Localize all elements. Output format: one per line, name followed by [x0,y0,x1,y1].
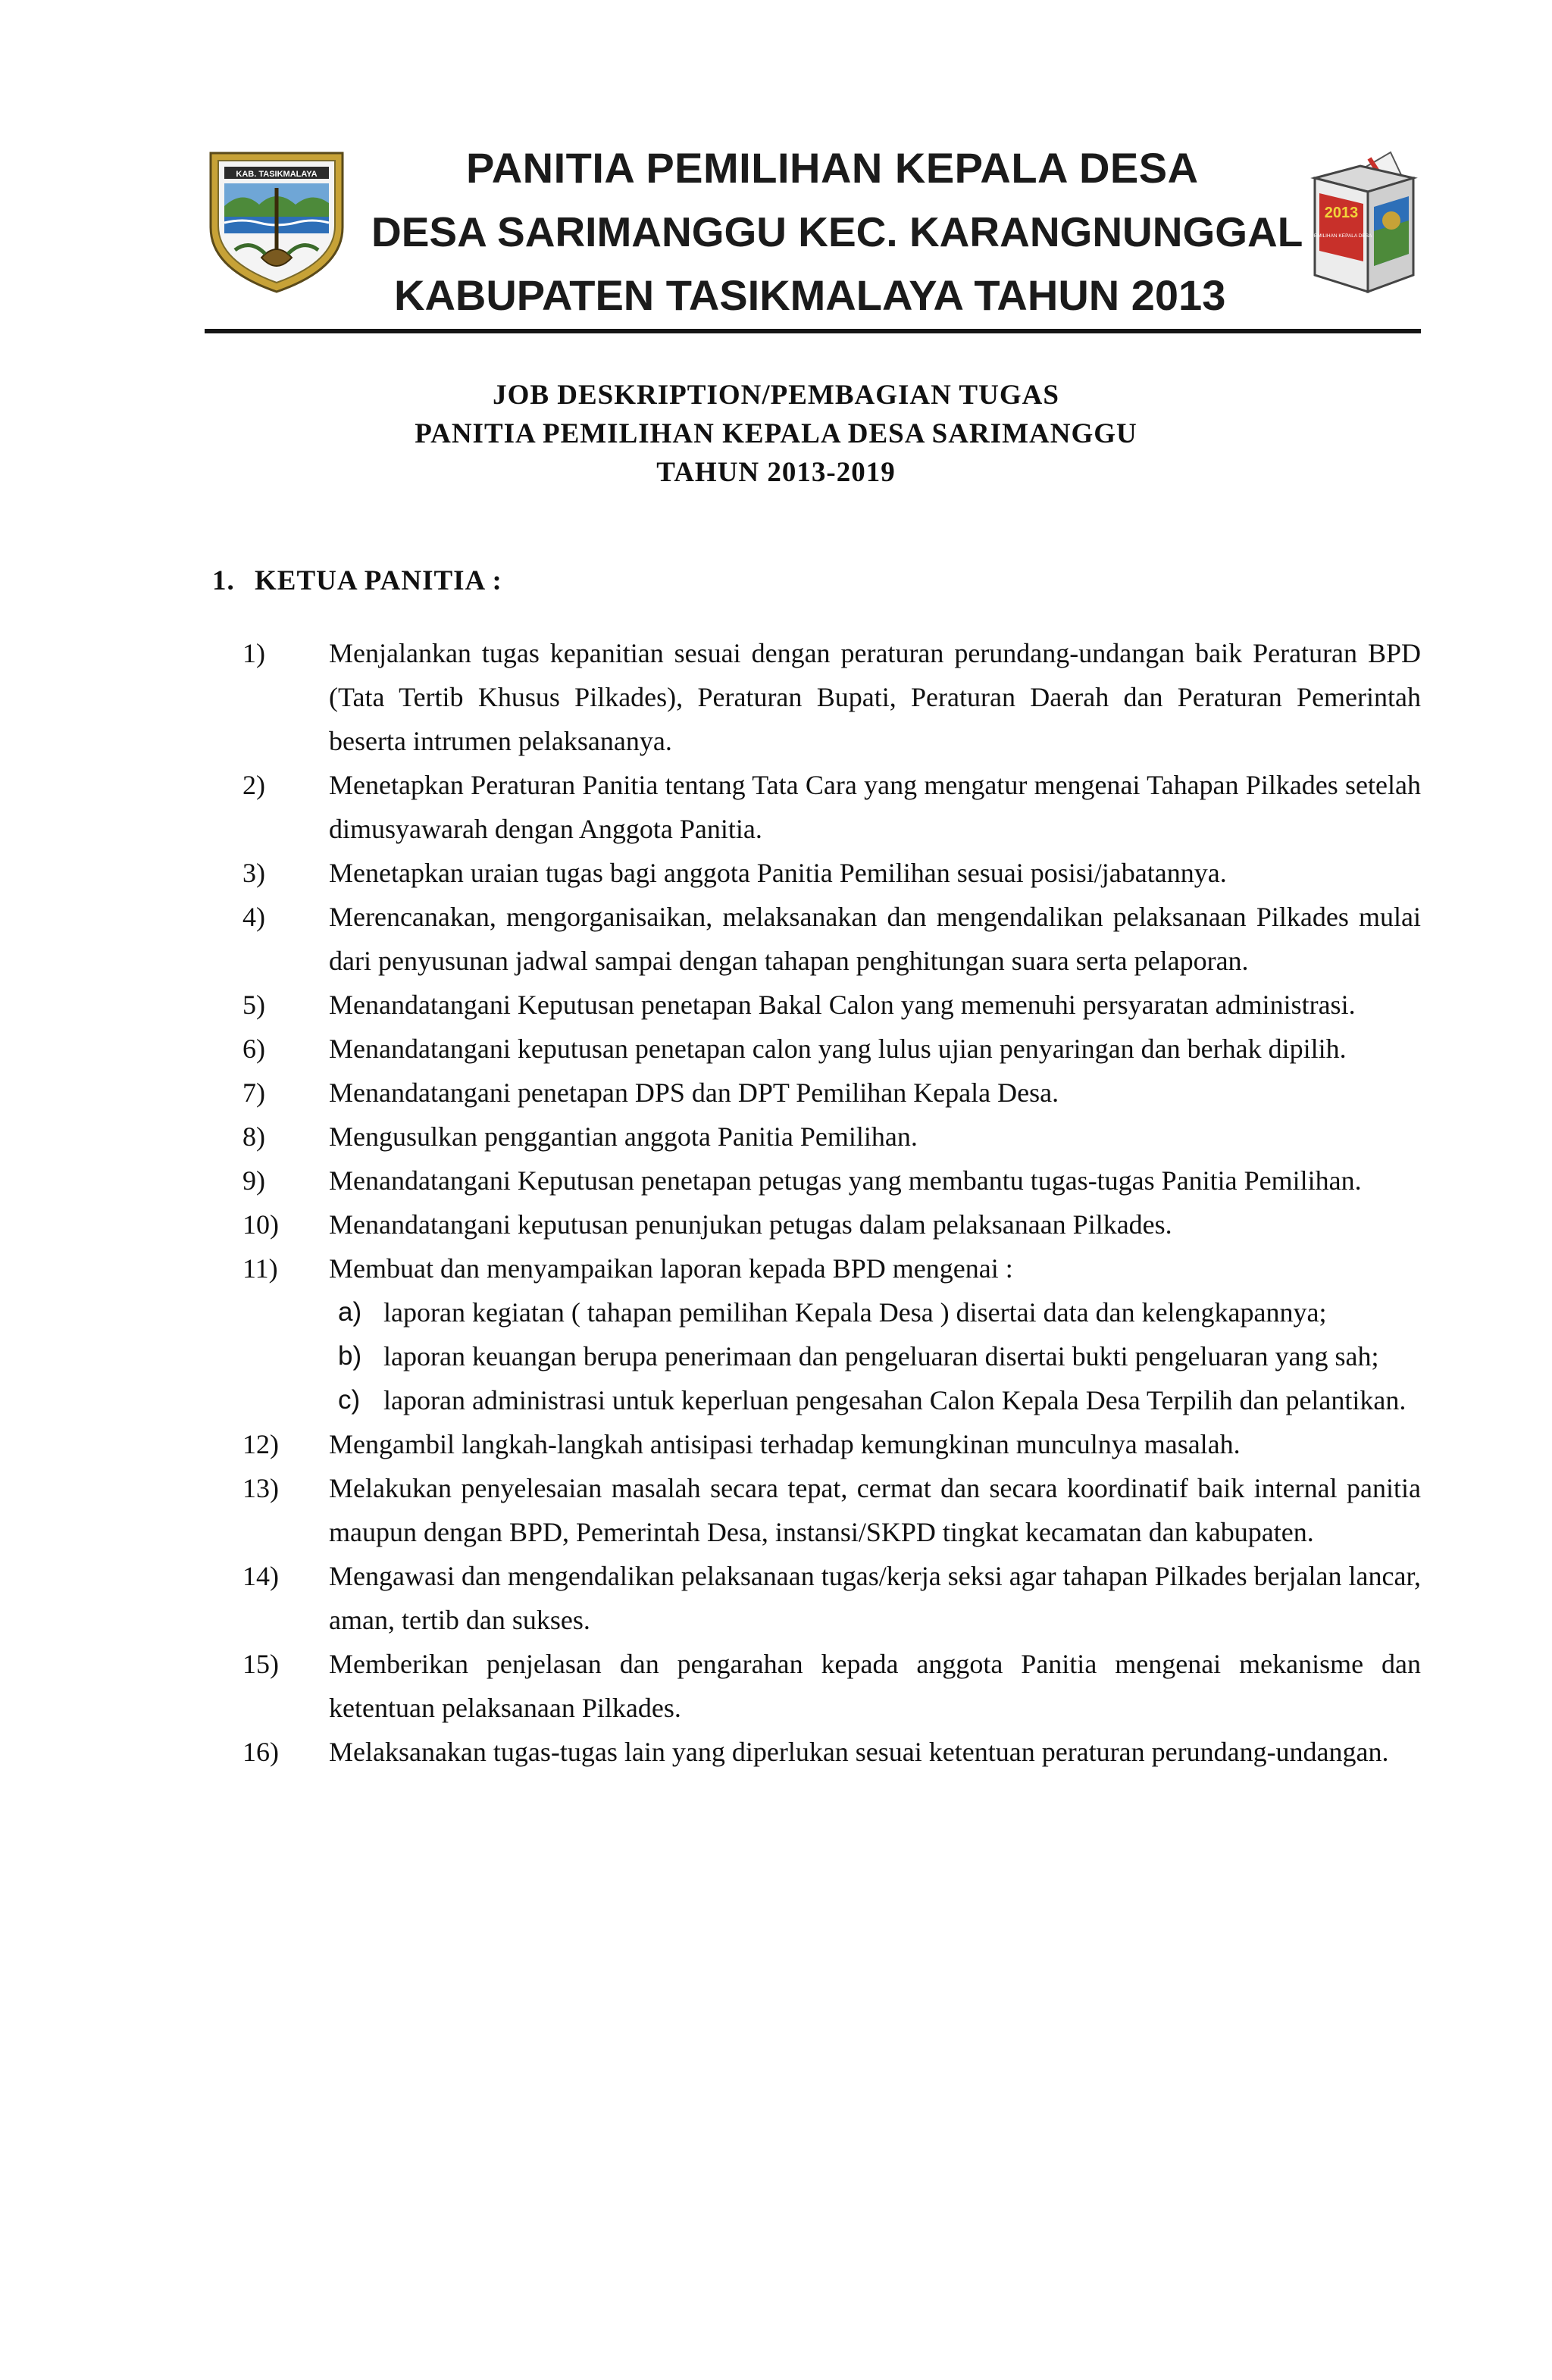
list-item [242,983,1421,1027]
emblem-caption: KAB. TASIKMALAYA [236,170,318,179]
item-text: Mengambil langkah-langkah antisipasi terhadap kemungkinan munculnya masalah. [329,1429,1241,1459]
item-number: 3) [242,858,265,888]
sublist-text: laporan keuangan berupa penerimaan dan pengeluaran disertai bukti pengeluaran yang sah; [383,1341,1379,1371]
item-text: Melaksanakan tugas-tugas lain yang diperlukan sesuai ketentuan peraturan perundang-undangan. [329,1737,1389,1767]
list-item [242,1027,1421,1071]
list-item [242,1071,1421,1115]
item-number: 12) [242,1429,279,1459]
sublist-letter: c) [338,1385,361,1415]
list-item [242,851,1421,895]
duty-list [242,631,1421,1774]
list-item [242,1730,1421,1774]
section-number: 1. [212,565,235,596]
item-number: 4) [242,902,265,932]
sublist-letter: b) [338,1341,362,1371]
item-text: Menetapkan uraian tugas bagi anggota Panitia Pemilihan sesuai posisi/jabatannya. [329,858,1227,888]
ballot-box-caption: PEMILIHAN KEPALA DESA [1310,233,1372,239]
letterhead-line-committee: PANITIA PEMILIHAN KEPALA DESA [466,144,1199,192]
sublist-item [329,1378,1421,1422]
document-title-line-3: TAHUN 2013-2019 [656,457,896,488]
item-number: 10) [242,1209,279,1240]
item-text: Membuat dan menyampaikan laporan kepada BPD mengenai : [329,1253,1013,1284]
item-number: 8) [242,1121,265,1152]
list-item [242,763,1421,851]
sublist-text: laporan administrasi untuk keperluan pengesahan Calon Kepala Desa Terpilih dan pelantikan. [383,1385,1406,1415]
document-title [0,376,1552,492]
item-text: Menandatangani Keputusan penetapan Bakal Calon yang memenuhi persyaratan administrasi. [329,990,1356,1020]
item-number: 15) [242,1649,279,1679]
item-number: 2) [242,770,265,800]
ballot-box-icon [1300,148,1421,299]
sublist-text: laporan kegiatan ( tahapan pemilihan Kepala Desa ) disertai data dan kelengkapannya; [383,1297,1327,1328]
item-number: 5) [242,990,265,1020]
list-item [242,631,1421,763]
letterhead-rule [205,329,1421,333]
item-number: 1) [242,638,265,668]
sublist-item [329,1290,1421,1334]
item-text: Mengawasi dan mengendalikan pelaksanaan tugas/kerja seksi agar tahapan Pilkades berjalan lancar, aman, tertib dan sukses. [329,1561,1421,1635]
item-number: 6) [242,1034,265,1064]
letterhead-line-village: DESA SARIMANGGU KEC. KARANGNUNGGAL [371,208,1303,255]
item-number: 11) [242,1253,278,1284]
item-text: Menjalankan tugas kepanitian sesuai dengan peraturan perundang-undangan baik Peraturan BPD (Tata Tertib Khusus Pilkades), Peraturan Bupati, Peraturan Daerah dan Peraturan Pemerintah beserta intrumen pelaksananya. [329,638,1421,756]
list-item [242,1246,1421,1422]
item-text: Melakukan penyelesaian masalah secara tepat, cermat dan secara koordinatif baik internal panitia maupun dengan BPD, Pemerintah Desa, instansi/SKPD tingkat kecamatan dan kabupaten. [329,1473,1421,1547]
ballot-box-year: 2013 [1324,205,1359,221]
item-number: 14) [242,1561,279,1591]
list-item [242,1203,1421,1246]
item-text: Menandatangani keputusan penunjukan petugas dalam pelaksanaan Pilkades. [329,1209,1172,1240]
item-text: Menandatangani keputusan penetapan calon yang lulus ujian penyaringan dan berhak dipilih. [329,1034,1347,1064]
section-title: KETUA PANITIA : [255,565,502,596]
list-item [242,1422,1421,1466]
letterhead-text [364,136,1303,327]
item-text: Mengusulkan penggantian anggota Panitia Pemilihan. [329,1121,918,1152]
list-item [242,1642,1421,1730]
item-text: Merencanakan, mengorganisaikan, melaksanakan dan mengendalikan pelaksanaan Pilkades mulai dari penyusunan jadwal sampai dengan tahapan penghitungan suara serta pelaporan. [329,902,1421,976]
section-heading [212,565,502,597]
letterhead [0,0,1552,341]
document-title-line-2: PANITIA PEMILIHAN KEPALA DESA SARIMANGGU [415,418,1137,449]
item-number: 9) [242,1165,265,1196]
list-item [242,1159,1421,1203]
sublist-letter: a) [338,1297,362,1327]
sublist-item [329,1334,1421,1378]
item-text: Memberikan penjelasan dan pengarahan kepada anggota Panitia mengenai mekanisme dan ketentuan pelaksanaan Pilkades. [329,1649,1421,1723]
document-title-line-1: JOB DESKRIPTION/PEMBAGIAN TUGAS [493,380,1059,411]
list-item [242,1466,1421,1554]
item-text: Menetapkan Peraturan Panitia tentang Tata Cara yang mengatur mengenai Tahapan Pilkades setelah dimusyawarah dengan Anggota Panitia. [329,770,1421,844]
item-number: 16) [242,1737,279,1767]
tasikmalaya-regency-emblem-icon [205,144,349,296]
item-number: 13) [242,1473,279,1503]
list-item [242,1554,1421,1642]
letterhead-line-regency: KABUPATEN TASIKMALAYA TAHUN 2013 [394,271,1226,319]
item-number: 7) [242,1077,265,1108]
report-sublist [329,1290,1421,1422]
item-text: Menandatangani Keputusan penetapan petugas yang membantu tugas-tugas Panitia Pemilihan. [329,1165,1362,1196]
list-item [242,895,1421,983]
list-item [242,1115,1421,1159]
item-text: Menandatangani penetapan DPS dan DPT Pemilihan Kepala Desa. [329,1077,1059,1108]
